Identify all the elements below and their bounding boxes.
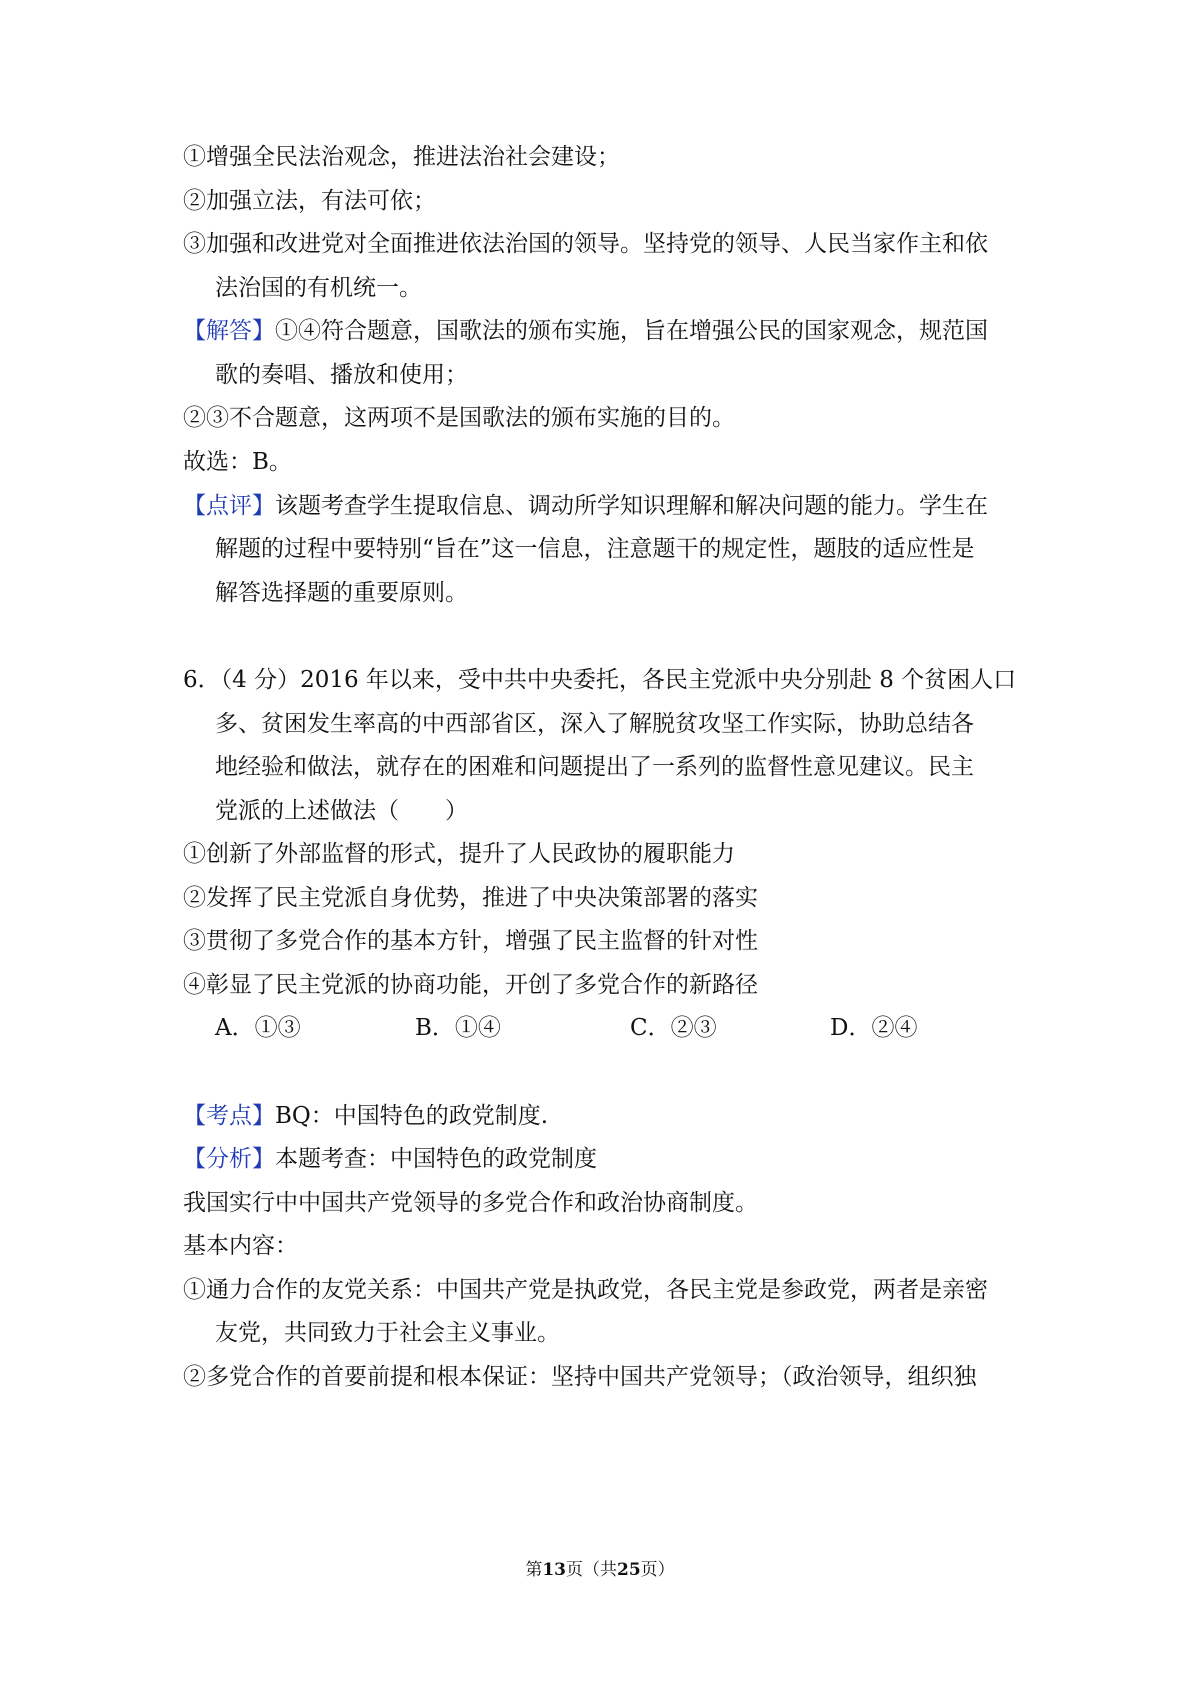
answer-tag: 【解答】 — [183, 318, 275, 344]
question-line: 6．（4 分）2016 年以来，受中共中央委托，各民主党派中央分别赴 8 个贫困人口 — [183, 667, 1017, 693]
knowledge-point-tag: 【考点】 — [183, 1103, 275, 1129]
total-page-number: 25 — [617, 1560, 641, 1580]
answer-line: 【解答】①④符合题意，国歌法的颁布实施，旨在增强公民的国家观念，规范国 — [183, 318, 988, 344]
text-line: 解题的过程中要特别“旨在”这一信息，注意题干的规定性，题肢的适应性是 — [215, 536, 975, 562]
option-c: C．②③ — [630, 1015, 717, 1041]
page-footer: 第13页（共25页） — [525, 1560, 675, 1580]
text-line: 解答选择题的重要原则。 — [215, 580, 468, 606]
option-b: B．①④ — [415, 1015, 501, 1041]
text-line: ②③不合题意，这两项不是国歌法的颁布实施的目的。 — [183, 405, 735, 431]
text-line: ④彰显了民主党派的协商功能，开创了多党合作的新路径 — [183, 972, 758, 998]
option-d: D．②④ — [830, 1015, 918, 1041]
text-line: 故选：B。 — [183, 449, 292, 475]
text-line: 基本内容： — [183, 1233, 298, 1259]
text-line: 我国实行中中国共产党领导的多党合作和政治协商制度。 — [183, 1190, 758, 1216]
text-line: ①通力合作的友党关系：中国共产党是执政党，各民主党是参政党，两者是亲密 — [183, 1277, 988, 1303]
text-line: ②多党合作的首要前提和根本保证：坚持中国共产党领导；（政治领导，组织独 — [183, 1364, 977, 1390]
option-a: A．①③ — [215, 1015, 301, 1041]
text-line: 党派的上述做法（ ） — [215, 798, 468, 824]
text-line: ③加强和改进党对全面推进依法治国的领导。坚持党的领导、人民当家作主和依 — [183, 231, 988, 257]
current-page-number: 13 — [542, 1560, 566, 1580]
comment-tag: 【点评】 — [183, 493, 275, 519]
knowledge-point-line: 【考点】BQ：中国特色的政党制度. — [183, 1103, 549, 1129]
text-line: 友党，共同致力于社会主义事业。 — [215, 1320, 560, 1346]
analysis-tag: 【分析】 — [183, 1146, 275, 1172]
text-line: 地经验和做法，就存在的困难和问题提出了一系列的监督性意见建议。民主 — [215, 754, 974, 780]
text-line: 法治国的有机统一。 — [215, 275, 422, 301]
text-line: ①增强全民法治观念，推进法治社会建设； — [183, 144, 620, 170]
text-line: ②加强立法，有法可依； — [183, 188, 436, 214]
text-line: ①创新了外部监督的形式，提升了人民政协的履职能力 — [183, 841, 735, 867]
text-line: ②发挥了民主党派自身优势，推进了中央决策部署的落实 — [183, 885, 758, 911]
analysis-line: 【分析】本题考查：中国特色的政党制度 — [183, 1146, 597, 1172]
text-line: 多、贫困发生率高的中西部省区，深入了解脱贫攻坚工作实际，协助总结各 — [215, 711, 974, 737]
text-line: 歌的奏唱、播放和使用； — [215, 362, 468, 388]
text-line: ③贯彻了多党合作的基本方针，增强了民主监督的针对性 — [183, 928, 758, 954]
comment-line: 【点评】该题考查学生提取信息、调动所学知识理解和解决问题的能力。学生在 — [183, 493, 988, 519]
